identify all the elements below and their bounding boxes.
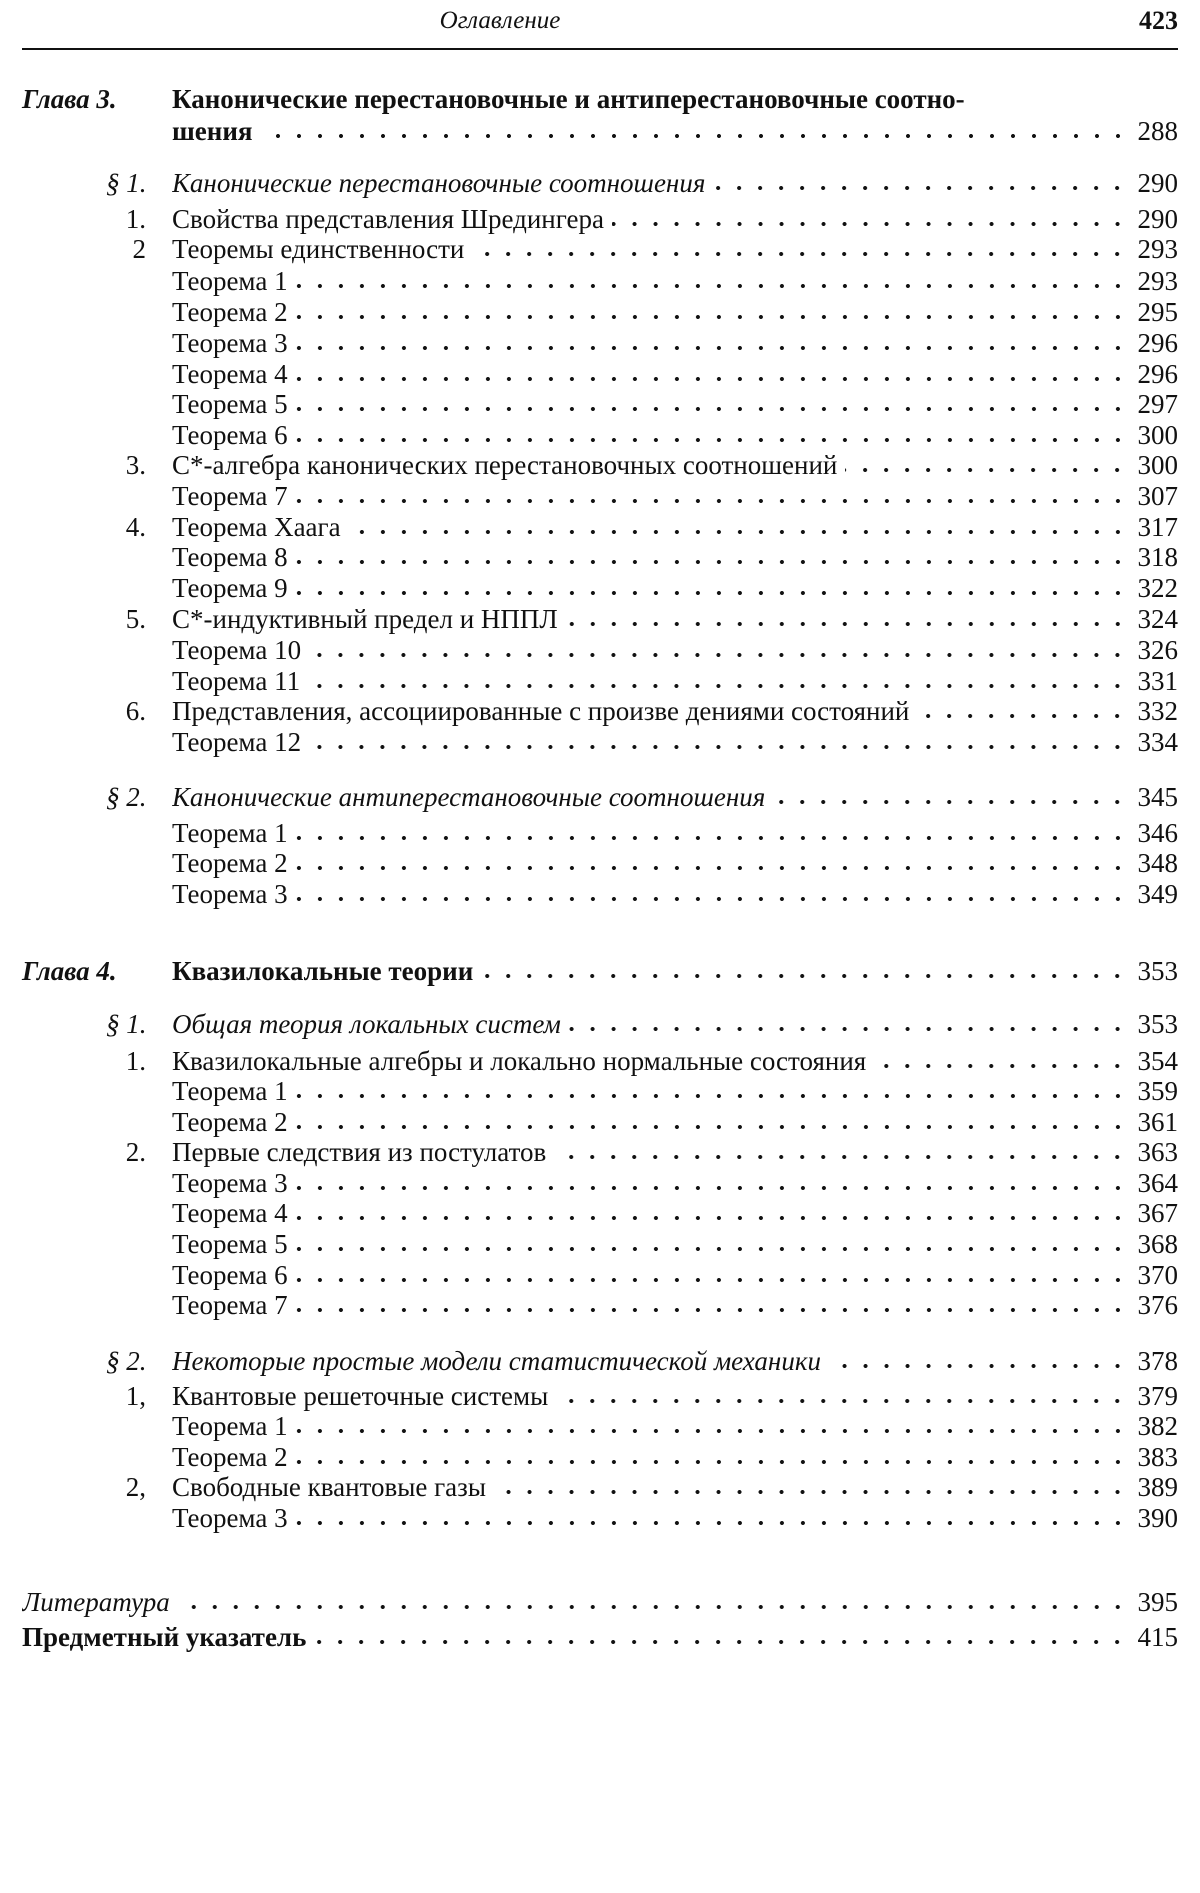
page-number: 361 — [1134, 1107, 1178, 1138]
dot-leader — [296, 589, 1128, 597]
subsection-entry — [22, 204, 1178, 235]
chapter-label: Глава 3. — [22, 84, 117, 115]
entry-marker-column — [22, 696, 172, 727]
entry-title: Канонические перестановочные соотношения — [172, 168, 705, 199]
theorem-entry — [22, 818, 1178, 849]
page-number: 331 — [1134, 666, 1178, 697]
entry-title: Канонические перестановочные и антиперестановочные соотно- — [172, 84, 965, 115]
entry-marker-column — [22, 818, 172, 849]
subsection-entry — [22, 1381, 1178, 1412]
subsection-entry — [22, 604, 1178, 635]
entry-number: 2, — [126, 1472, 146, 1503]
dot-leader — [556, 1397, 1128, 1405]
page-number: 376 — [1134, 1290, 1178, 1321]
entry-marker-column — [22, 1442, 172, 1473]
entry-marker-column — [22, 266, 172, 297]
running-head-page-number: 423 — [1139, 6, 1178, 36]
entry-title: Свойства представления Шредингера — [172, 204, 604, 235]
page-number: 349 — [1134, 879, 1178, 910]
entry-title: Теорема 1 — [172, 266, 288, 297]
page-number: 290 — [1134, 204, 1178, 235]
dot-leader — [309, 743, 1128, 751]
entry-title: Общая теория локальных систем — [172, 1009, 561, 1040]
page-number: 297 — [1134, 389, 1178, 420]
entry-marker-column — [22, 635, 172, 666]
dot-leader — [296, 558, 1128, 566]
theorem-entry — [22, 328, 1178, 359]
theorem-entry — [22, 266, 1178, 297]
page-number: 368 — [1134, 1229, 1178, 1260]
entry-marker-column — [22, 234, 172, 265]
entry-title: Теорема 6 — [172, 420, 288, 451]
entry-title: Теорема 1 — [172, 1076, 288, 1107]
subsection-entry — [22, 696, 1178, 727]
entry-title: Теорема 1 — [172, 1411, 288, 1442]
entry-marker-column — [22, 727, 172, 758]
dot-leader — [296, 1214, 1128, 1222]
entry-title: Теорема 2 — [172, 1442, 288, 1473]
theorem-entry — [22, 1503, 1178, 1534]
entry-title: Представления, ассоциированные с произве дениями состояний — [172, 696, 909, 727]
dot-leader — [296, 1276, 1128, 1284]
entry-marker-column — [22, 1076, 172, 1107]
theorem-entry — [22, 727, 1178, 758]
entry-title: Литература — [22, 1587, 170, 1618]
entry-title: Теорема 2 — [172, 848, 288, 879]
theorem-entry — [22, 1442, 1178, 1473]
entry-marker-column — [22, 116, 172, 147]
page-number: 300 — [1134, 420, 1178, 451]
section-marker: § 2. — [106, 782, 147, 813]
entry-title: Теорема 10 — [172, 635, 301, 666]
entry-title: Теорема 2 — [172, 1107, 288, 1138]
theorem-entry — [22, 1076, 1178, 1107]
page-number: 353 — [1134, 956, 1178, 987]
page-number: 318 — [1134, 542, 1178, 573]
theorem-entry — [22, 635, 1178, 666]
chapter-label: Глава 4. — [22, 956, 117, 987]
entry-number: 3. — [126, 450, 146, 481]
page-number: 317 — [1134, 512, 1178, 543]
theorem-entry — [22, 1107, 1178, 1138]
entry-marker-column — [22, 1137, 172, 1168]
entry-title: Теорема 4 — [172, 1198, 288, 1229]
entry-marker-column — [22, 1198, 172, 1229]
entry-title: Некоторые простые модели статистической механики — [172, 1346, 821, 1377]
entry-title: Теорема 5 — [172, 389, 288, 420]
entry-marker-column — [22, 782, 172, 813]
entry-marker-column — [22, 573, 172, 604]
dot-leader — [296, 1458, 1128, 1466]
entry-number: 1, — [126, 1381, 146, 1412]
dot-leader — [481, 972, 1128, 980]
entry-title: Канонические антиперестановочные соотношения — [172, 782, 765, 813]
theorem-entry — [22, 879, 1178, 910]
entry-title: Теорема 3 — [172, 1503, 288, 1534]
entry-title: Квазилокальные теории — [172, 956, 473, 987]
entry-marker-column — [22, 450, 172, 481]
dot-leader — [349, 528, 1128, 536]
subsection-entry — [22, 1137, 1178, 1168]
page-number: 370 — [1134, 1260, 1178, 1291]
bibliography-entry — [22, 1587, 1178, 1618]
subject-index-entry — [22, 1622, 1178, 1653]
theorem-entry — [22, 481, 1178, 512]
entry-number: 1. — [126, 1046, 146, 1077]
entry-marker-column — [22, 328, 172, 359]
page-number: 296 — [1134, 359, 1178, 390]
page-number: 293 — [1134, 266, 1178, 297]
entry-number: 1. — [126, 204, 146, 235]
dot-leader — [309, 651, 1128, 659]
entry-marker-column — [22, 1472, 172, 1503]
page-number: 363 — [1134, 1137, 1178, 1168]
page-number: 353 — [1134, 1009, 1178, 1040]
entry-title: Теорема 11 — [172, 666, 300, 697]
dot-leader — [296, 344, 1128, 352]
entry-title: Теорема 5 — [172, 1229, 288, 1260]
dot-leader — [296, 1184, 1128, 1192]
dot-leader — [612, 220, 1128, 228]
entry-marker-column — [22, 204, 172, 235]
page-number: 382 — [1134, 1411, 1178, 1442]
entry-marker-column — [22, 542, 172, 573]
entry-marker-column — [22, 956, 172, 987]
entry-title: Теорема 3 — [172, 328, 288, 359]
page-number: 389 — [1134, 1472, 1178, 1503]
dot-leader — [296, 436, 1128, 444]
page-number: 290 — [1134, 168, 1178, 199]
page-number: 390 — [1134, 1503, 1178, 1534]
page-number: 288 — [1134, 116, 1178, 147]
theorem-entry — [22, 297, 1178, 328]
entry-title: Теорема 8 — [172, 542, 288, 573]
theorem-entry — [22, 1260, 1178, 1291]
dot-leader — [178, 1603, 1128, 1611]
entry-marker-column — [22, 168, 172, 199]
section-marker: § 1. — [106, 168, 147, 199]
entry-number: 4. — [126, 512, 146, 543]
dot-leader — [296, 375, 1128, 383]
theorem-entry — [22, 1198, 1178, 1229]
entry-marker-column — [22, 1290, 172, 1321]
section-marker: § 1. — [106, 1009, 147, 1040]
entry-marker-column — [22, 848, 172, 879]
entry-marker-column — [22, 1107, 172, 1138]
theorem-entry — [22, 420, 1178, 451]
theorem-entry — [22, 1229, 1178, 1260]
entry-marker-column — [22, 1346, 172, 1377]
entry-marker-column — [22, 1381, 172, 1412]
theorem-entry — [22, 666, 1178, 697]
entry-marker-column — [22, 389, 172, 420]
page-number: 367 — [1134, 1198, 1178, 1229]
page-number: 354 — [1134, 1046, 1178, 1077]
page-number: 348 — [1134, 848, 1178, 879]
theorem-entry — [22, 573, 1178, 604]
dot-leader — [296, 834, 1128, 842]
entry-marker-column — [22, 1229, 172, 1260]
page-number: 293 — [1134, 234, 1178, 265]
entry-marker-column — [22, 1503, 172, 1534]
dot-leader — [296, 1427, 1128, 1435]
entry-title: Квазилокальные алгебры и локально нормальные состояния — [172, 1046, 866, 1077]
header-rule — [22, 48, 1178, 50]
page-number: 378 — [1134, 1346, 1178, 1377]
chapter-heading — [22, 956, 1178, 987]
dot-leader — [829, 1362, 1128, 1370]
entry-marker-column — [22, 1411, 172, 1442]
entry-marker-column — [22, 1046, 172, 1077]
page-number: 364 — [1134, 1168, 1178, 1199]
entry-marker-column — [22, 84, 172, 115]
dot-leader — [494, 1488, 1128, 1496]
dot-leader — [874, 1062, 1128, 1070]
page-number: 326 — [1134, 635, 1178, 666]
dot-leader — [296, 405, 1128, 413]
dot-leader — [296, 1092, 1128, 1100]
entry-title: Первые следствия из постулатов — [172, 1137, 546, 1168]
entry-title: Теорема 1 — [172, 818, 288, 849]
entry-marker-column — [22, 420, 172, 451]
section-heading — [22, 782, 1178, 813]
page-number: 307 — [1134, 481, 1178, 512]
theorem-entry — [22, 1168, 1178, 1199]
subsection-entry — [22, 1046, 1178, 1077]
entry-title: Теорема 2 — [172, 297, 288, 328]
entry-marker-column — [22, 297, 172, 328]
entry-title: Теорема 3 — [172, 1168, 288, 1199]
page-number: 322 — [1134, 573, 1178, 604]
page-number: 295 — [1134, 297, 1178, 328]
entry-title: C*-индуктивный предел и НППЛ — [172, 604, 558, 635]
page-number: 296 — [1134, 328, 1178, 359]
entry-title: Теорема 7 — [172, 481, 288, 512]
entry-title: Теорема 4 — [172, 359, 288, 390]
entry-title: Квантовые решеточные системы — [172, 1381, 548, 1412]
subsection-entry — [22, 450, 1178, 481]
section-heading — [22, 1346, 1178, 1377]
entry-marker-column — [22, 1168, 172, 1199]
theorem-entry — [22, 542, 1178, 573]
running-head-title: Оглавление — [400, 6, 600, 36]
page-number: 395 — [1134, 1587, 1178, 1618]
dot-leader — [296, 497, 1128, 505]
dot-leader — [296, 895, 1128, 903]
page-number: 379 — [1134, 1381, 1178, 1412]
entry-title: Теорема 9 — [172, 573, 288, 604]
subsection-entry — [22, 234, 1178, 265]
dot-leader — [845, 466, 1128, 474]
entry-title: Теорема Хаага — [172, 512, 341, 543]
subsection-entry — [22, 1472, 1178, 1503]
entry-marker-column — [22, 359, 172, 390]
entry-number: 5. — [126, 604, 146, 635]
entry-title: Предметный указатель — [22, 1622, 306, 1653]
dot-leader — [296, 1123, 1128, 1131]
dot-leader — [472, 250, 1128, 258]
entry-number: 6. — [126, 696, 146, 727]
dot-leader — [296, 1306, 1128, 1314]
dot-leader — [261, 132, 1129, 140]
dot-leader — [554, 1153, 1128, 1161]
section-marker: § 2. — [106, 1346, 147, 1377]
dot-leader — [296, 282, 1128, 290]
entry-title: Теорема 6 — [172, 1260, 288, 1291]
entry-title: Теоремы единственности — [172, 234, 464, 265]
theorem-entry — [22, 359, 1178, 390]
theorem-entry — [22, 1290, 1178, 1321]
entry-marker-column — [22, 1009, 172, 1040]
dot-leader — [917, 712, 1128, 720]
entry-title: Теорема 12 — [172, 727, 301, 758]
theorem-entry — [22, 1411, 1178, 1442]
entry-title: C*-алгебра канонических перестановочных соотношений — [172, 450, 837, 481]
dot-leader — [296, 1245, 1128, 1253]
page-number: 300 — [1134, 450, 1178, 481]
page-number: 324 — [1134, 604, 1178, 635]
entry-title: Теорема 3 — [172, 879, 288, 910]
page-number: 415 — [1134, 1622, 1178, 1653]
dot-leader — [296, 1519, 1128, 1527]
entry-marker-column — [22, 512, 172, 543]
page-number: 359 — [1134, 1076, 1178, 1107]
entry-title: Теорема 7 — [172, 1290, 288, 1321]
dot-leader — [308, 682, 1128, 690]
page-number: 334 — [1134, 727, 1178, 758]
entry-marker-column — [22, 604, 172, 635]
entry-number: 2 — [133, 234, 147, 265]
subsection-entry — [22, 512, 1178, 543]
dot-leader — [569, 1025, 1128, 1033]
page-number: 332 — [1134, 696, 1178, 727]
dot-leader — [314, 1638, 1128, 1646]
entry-title: шения — [172, 116, 253, 147]
page-number: 345 — [1134, 782, 1178, 813]
section-heading — [22, 168, 1178, 199]
entry-marker-column — [22, 1260, 172, 1291]
dot-leader — [713, 184, 1128, 192]
dot-leader — [773, 798, 1128, 806]
dot-leader — [566, 620, 1128, 628]
entry-marker-column — [22, 666, 172, 697]
entry-marker-column — [22, 481, 172, 512]
theorem-entry — [22, 389, 1178, 420]
dot-leader — [296, 313, 1128, 321]
entry-title: Свободные квантовые газы — [172, 1472, 486, 1503]
dot-leader — [296, 864, 1128, 872]
entry-number: 2. — [126, 1137, 146, 1168]
section-heading — [22, 1009, 1178, 1040]
chapter-heading-continuation — [22, 116, 1178, 147]
page-number: 346 — [1134, 818, 1178, 849]
page-number: 383 — [1134, 1442, 1178, 1473]
chapter-heading — [22, 84, 1178, 115]
theorem-entry — [22, 848, 1178, 879]
entry-marker-column — [22, 879, 172, 910]
